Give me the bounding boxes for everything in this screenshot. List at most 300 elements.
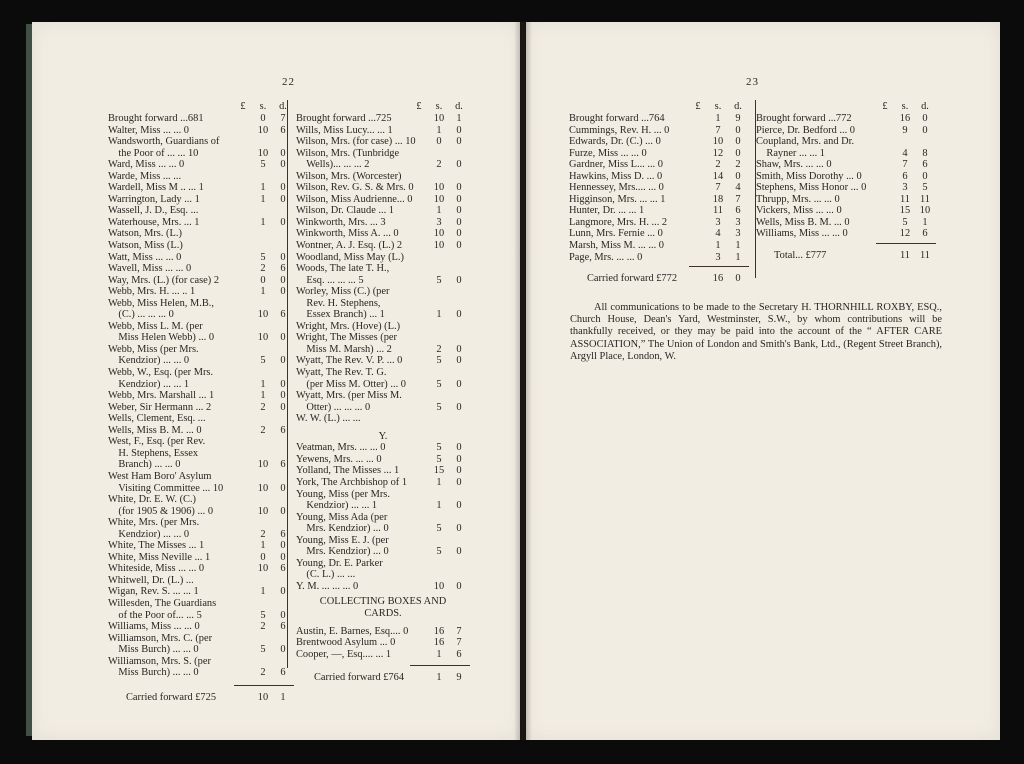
entry-text: Kendzior) ... ... 0: [108, 355, 190, 367]
entry-text: Willesden, The Guardians: [108, 597, 217, 609]
ledger-row: [569, 194, 749, 206]
shillings-value: 0: [260, 113, 266, 124]
shillings-value: 5: [260, 355, 266, 367]
column-divider-right: [755, 100, 756, 278]
pence-value: 0: [280, 159, 286, 171]
shillings-value: 5: [260, 251, 266, 263]
carried-forward-row: [108, 692, 294, 704]
ledger-row: [108, 494, 294, 506]
right-column-2: [756, 101, 936, 262]
pence-value: 6: [280, 309, 286, 321]
pence-value: 1: [735, 251, 741, 263]
left-column-1: [108, 101, 294, 703]
shillings-value: 1: [260, 390, 266, 402]
shillings-value: 5: [260, 159, 266, 171]
ledger-row: [296, 286, 470, 298]
ledger-row: [108, 621, 294, 633]
shillings-value: 5: [436, 546, 442, 558]
entry-text: Weber, Sir Hermann ... 2: [108, 401, 212, 413]
entry-text: Cooper, —, Esq.... ... 1: [296, 648, 392, 660]
pence-value: 0: [456, 205, 462, 217]
pounds-header: £: [416, 101, 422, 112]
ledger-row: [296, 228, 470, 240]
shillings-value: 11: [899, 250, 910, 262]
shillings-value: 7: [715, 124, 721, 136]
entry-text: Higginson, Mrs. ... ... 1: [569, 193, 666, 205]
pence-value: 0: [280, 401, 286, 413]
rule-line: [689, 266, 749, 267]
ledger-row: [108, 252, 294, 264]
total-rule: [296, 662, 470, 668]
shillings-value: 7: [715, 182, 721, 194]
shillings-value: 10: [257, 505, 269, 517]
book-gutter: [514, 22, 532, 740]
entry-text: Williamson, Mrs. C. (per: [108, 632, 213, 644]
pence-value: 0: [456, 546, 462, 558]
shillings-header: s.: [714, 101, 722, 112]
ledger-row: [108, 390, 294, 402]
ledger-row: [108, 286, 294, 298]
ledger-row: [108, 540, 294, 552]
ledger-row: [569, 228, 749, 240]
shillings-value: 5: [436, 274, 442, 286]
pence-value: 0: [735, 147, 741, 159]
entry-text: Williams, Miss ... ... 0: [756, 228, 848, 240]
ledger-row: [756, 194, 936, 206]
entry-text: Walter, Miss ... ... 0: [108, 124, 189, 136]
ledger-row: [108, 148, 294, 160]
shillings-value: 10: [712, 136, 724, 148]
pence-value: 0: [922, 124, 928, 136]
ledger-row: [108, 171, 294, 183]
pence-value: 0: [456, 124, 462, 136]
pence-value: 0: [456, 465, 462, 477]
shillings-value: 16: [433, 637, 445, 649]
ledger-row: [108, 552, 294, 564]
entry-text: Hennessey, Mrs.... ... 0: [569, 182, 664, 194]
entry-text: Page, Mrs. ... ... 0: [569, 251, 643, 263]
entry-text: Ward, Miss ... ... 0: [108, 159, 185, 171]
entry-text: Woods, The late T. H.,: [296, 263, 390, 275]
ledger-row: [108, 136, 294, 148]
shillings-value: 14: [712, 170, 724, 182]
entry-text: Wontner, A. J. Esq. (L.) 2: [296, 240, 403, 252]
section-heading-cards: [296, 608, 470, 620]
pence-value: 0: [456, 159, 462, 171]
ledger-row: [296, 569, 470, 581]
shillings-value: 11: [899, 193, 910, 205]
heading-text: CARDS.: [364, 607, 402, 619]
pence-value: 0: [456, 378, 462, 390]
entry-text: Whiteside, Miss ... ... 0: [108, 563, 205, 575]
ledger-row: [108, 125, 294, 137]
pence-value: 1: [735, 240, 741, 252]
shillings-value: 12: [712, 147, 724, 159]
ledger-row: [296, 649, 470, 661]
pence-value: 0: [280, 609, 286, 621]
shillings-value: 5: [436, 355, 442, 367]
entry-text: Veatman, Mrs. ... ... 0: [296, 442, 386, 454]
shillings-value: 5: [436, 378, 442, 390]
ledger-row: [296, 171, 470, 183]
ledger-row: [296, 355, 470, 367]
pence-value: 0: [280, 378, 286, 390]
shillings-value: 2: [715, 159, 721, 171]
ledger-row: [108, 506, 294, 518]
shillings-value: 10: [257, 563, 269, 575]
pence-value: 7: [280, 113, 286, 124]
entry-text: Brought forward ...725: [296, 113, 392, 124]
shillings-value: 3: [436, 216, 442, 228]
ledger-row: [569, 217, 749, 229]
pence-value: 0: [280, 551, 286, 563]
ledger-row: [296, 252, 470, 264]
shillings-value: 1: [436, 476, 442, 488]
entry-text: Wilson, Mrs. (for case) ... 10: [296, 136, 416, 148]
shillings-value: 1: [436, 648, 442, 660]
entry-text: Rayner ... ... 1: [756, 147, 825, 159]
pence-value: 0: [456, 401, 462, 413]
entry-text: Esq. ... ... ... 5: [296, 274, 364, 286]
ledger-row: [756, 136, 936, 148]
shillings-value: 10: [257, 309, 269, 321]
entry-text: Otter) ... ... ... 0: [296, 401, 371, 413]
entry-text: Wilson, Miss Audrienne... 0: [296, 193, 413, 205]
entry-text: Watson, Mrs. (L.): [108, 228, 182, 240]
ledger-row: [296, 136, 470, 148]
pence-value: 5: [922, 182, 928, 194]
ledger-row: [108, 644, 294, 656]
entry-text: Yewens, Mrs. ... ... 0: [296, 453, 382, 465]
ledger-row: [296, 535, 470, 547]
shillings-value: 10: [433, 240, 445, 252]
shillings-value: 2: [436, 159, 442, 171]
pence-value: 0: [456, 193, 462, 205]
entry-text: Mrs. Kendzior) ... 0: [296, 523, 389, 535]
ledger-row: [296, 626, 470, 638]
ledger-row: [108, 182, 294, 194]
pence-value: 8: [922, 147, 928, 159]
ledger-row: [296, 558, 470, 570]
ledger-row: [296, 182, 470, 194]
ledger-row: [296, 275, 470, 287]
entry-text: Edwards, Dr. (C.) ... 0: [569, 136, 661, 148]
shillings-value: 5: [436, 442, 442, 454]
shillings-value: 1: [436, 672, 442, 684]
ledger-row: [108, 355, 294, 367]
section-heading-y: [296, 431, 470, 443]
entry-text: Brentwood Asylum ... 0: [296, 637, 396, 649]
ledger-row: [108, 159, 294, 171]
pence-value: 0: [456, 580, 462, 592]
pence-value: 0: [280, 332, 286, 344]
ledger-row: [108, 205, 294, 217]
shillings-value: 2: [260, 424, 266, 436]
pence-value: 0: [456, 523, 462, 535]
ledger-row: [108, 471, 294, 483]
entry-text: Smith, Miss Dorothy ... 0: [756, 170, 862, 182]
pence-value: 6: [280, 424, 286, 436]
pence-value: 0: [735, 136, 741, 148]
pence-value: 0: [280, 390, 286, 402]
entry-text: Wells)... ... ... 2: [296, 159, 370, 171]
entry-text: Wyatt, The Rev. T. G.: [296, 367, 387, 379]
ledger-row: [569, 125, 749, 137]
ledger-row: [296, 477, 470, 489]
ledger-row: [569, 148, 749, 160]
ledger-row: [296, 413, 470, 425]
entry-text: the Poor of ... ... 10: [108, 147, 199, 159]
entry-text: Wardell, Miss M .. ... 1: [108, 182, 204, 194]
pence-value: 0: [456, 274, 462, 286]
ledger-row: [296, 298, 470, 310]
entry-text: Webb, Mrs. Marshall ... 1: [108, 390, 215, 402]
ledger-row: [108, 633, 294, 645]
pence-value: 10: [919, 205, 931, 217]
ledger-row: [569, 171, 749, 183]
footer-text: Carried forward £725: [126, 691, 217, 703]
page-number-right: 23: [746, 76, 759, 88]
section-heading-boxes: [296, 596, 470, 608]
entry-text: Brought forward ...772: [756, 113, 852, 124]
ledger-row: [296, 263, 470, 275]
pence-value: 2: [735, 159, 741, 171]
carried-forward-row: [569, 273, 749, 285]
pence-value: 9: [456, 672, 462, 684]
ledger-row: [296, 465, 470, 477]
ledger-row: [108, 610, 294, 622]
entry-text: Warrington, Lady ... 1: [108, 193, 200, 205]
entry-text: Hunter, Dr. ... ... 1: [569, 205, 645, 217]
ledger-row: [756, 159, 936, 171]
ledger-row: [756, 125, 936, 137]
shillings-value: 11: [712, 205, 723, 217]
entry-text: Shaw, Mrs. ... ... 0: [756, 159, 832, 171]
shillings-value: 10: [257, 482, 269, 494]
entry-text: Woodland, Miss May (L.): [296, 251, 404, 263]
shillings-value: 0: [260, 551, 266, 563]
shillings-value: 1: [260, 286, 266, 298]
ledger-row: [108, 459, 294, 471]
entry-text: Webb, Miss L. M. (per: [108, 320, 203, 332]
ledger-row: [296, 546, 470, 558]
shillings-value: 1: [260, 193, 266, 205]
currency-header: [756, 101, 936, 113]
pence-header: d.: [921, 101, 929, 112]
entry-text: Pierce, Dr. Bedford ... 0: [756, 124, 855, 136]
shillings-value: 10: [433, 228, 445, 240]
shillings-value: 5: [260, 644, 266, 656]
entry-text: Essex Branch) ... 1: [296, 309, 385, 321]
ledger-row: [756, 171, 936, 183]
column-divider-left: [287, 100, 288, 668]
ledger-row: [296, 442, 470, 454]
ledger-row: [296, 309, 470, 321]
pence-value: 6: [456, 648, 462, 660]
pence-value: 0: [280, 355, 286, 367]
ledger-row: [569, 252, 749, 264]
entry-text: Way, Mrs. (L.) (for case) 2: [108, 274, 220, 286]
ledger-row: [296, 523, 470, 535]
pence-value: 0: [735, 170, 741, 182]
shillings-value: 5: [260, 609, 266, 621]
pence-value: 0: [280, 482, 286, 494]
shillings-value: 6: [902, 170, 908, 182]
ledger-row: [756, 182, 936, 194]
shillings-value: 4: [715, 228, 721, 240]
total-rule: [569, 263, 749, 269]
entry-text: (C.) ... ... ... 0: [108, 309, 174, 321]
ledger-row: [296, 194, 470, 206]
pence-value: 11: [919, 250, 930, 262]
shillings-value: 10: [433, 193, 445, 205]
entry-text: Wells, Miss B. M. ... 0: [756, 216, 850, 228]
entry-text: White, Dr. E. W. (C.): [108, 494, 197, 506]
ledger-row: [569, 205, 749, 217]
entry-text: Miss M. Marsh) ... 2: [296, 343, 392, 355]
pence-value: 6: [735, 205, 741, 217]
entry-text: Williams, Miss ... ... 0: [108, 621, 200, 633]
shillings-value: 10: [257, 691, 269, 703]
ledger-row: [108, 448, 294, 460]
right-column-1: [569, 101, 749, 285]
shillings-header: s.: [259, 101, 267, 112]
total-rule: [108, 682, 294, 688]
pence-value: 6: [280, 563, 286, 575]
entry-text: (C. L.) ... ...: [296, 569, 356, 581]
entry-text: Miss Burch) ... ... 0: [108, 644, 199, 656]
shillings-value: 5: [436, 523, 442, 535]
ledger-row: [108, 113, 294, 125]
entry-text: Rev. H. Stephens,: [296, 297, 381, 309]
entry-text: Gardner, Miss L... ... 0: [569, 159, 663, 171]
ledger-row: [108, 425, 294, 437]
pence-value: 0: [456, 476, 462, 488]
shillings-value: 10: [257, 459, 269, 471]
pence-value: 0: [735, 273, 741, 285]
entry-text: Watson, Miss (L.): [108, 240, 183, 252]
entry-text: Coupland, Mrs. and Dr.: [756, 136, 855, 148]
entry-text: Yolland, The Misses ... 1: [296, 465, 400, 477]
entry-text: Wilson, Dr. Claude ... 1: [296, 205, 394, 217]
pence-value: 0: [456, 442, 462, 454]
entry-text: (for 1905 & 1906) ... 0: [108, 505, 214, 517]
ledger-row: [296, 344, 470, 356]
entry-text: Watt, Miss ... ... 0: [108, 251, 182, 263]
entry-text: Stephens, Miss Honor ... 0: [756, 182, 867, 194]
entry-text: Young, Miss Ada (per: [296, 511, 388, 523]
entry-text: Kendzior) ... ... 0: [108, 528, 190, 540]
shillings-value: 1: [260, 182, 266, 194]
ledger-row: [756, 228, 936, 240]
ledger-row: [108, 379, 294, 391]
entry-text: Brought forward ...764: [569, 113, 665, 124]
shillings-header: s.: [901, 101, 909, 112]
ledger-row: [296, 489, 470, 501]
entry-text: White, The Misses ... 1: [108, 540, 205, 552]
currency-header: [569, 101, 749, 113]
currency-header: [296, 101, 470, 113]
ledger-row: [296, 367, 470, 379]
entry-text: Thrupp, Mrs. ... ... 0: [756, 193, 840, 205]
entry-text: Cummings, Rev. H. ... 0: [569, 124, 670, 136]
carried-forward-row: [296, 672, 470, 684]
entry-text: Young, Miss E. J. (per: [296, 534, 389, 546]
entry-text: Wright, Mrs. (Hove) (L.): [296, 320, 401, 332]
entry-text: Kendzior) ... ... 1: [296, 500, 378, 512]
ledger-row: [296, 205, 470, 217]
ledger-row: [296, 581, 470, 593]
entry-text: Wells, Miss B. M. ... 0: [108, 424, 202, 436]
pence-value: 0: [280, 182, 286, 194]
ledger-row: [296, 637, 470, 649]
pence-value: 0: [280, 644, 286, 656]
pence-value: 0: [456, 136, 462, 148]
pence-value: 1: [922, 216, 928, 228]
entry-text: Webb, Miss Helen, M.B.,: [108, 297, 214, 309]
pence-header: d.: [455, 101, 463, 112]
ledger-row: [569, 159, 749, 171]
pence-value: 0: [456, 182, 462, 194]
pence-value: 0: [456, 343, 462, 355]
ledger-row: [108, 321, 294, 333]
ledger-row: [108, 563, 294, 575]
pence-value: 0: [280, 216, 286, 228]
ledger-row: [108, 367, 294, 379]
shillings-value: 1: [260, 378, 266, 390]
pence-value: 6: [922, 228, 928, 240]
pence-value: 0: [280, 251, 286, 263]
entry-text: Winkworth, Mrs. ... 3: [296, 216, 386, 228]
ledger-row: [108, 656, 294, 668]
entry-text: Hawkins, Miss D. ... 0: [569, 170, 663, 182]
shillings-value: 2: [260, 621, 266, 633]
entry-text: Young, Miss (per Mrs.: [296, 488, 390, 500]
entry-text: Lunn, Mrs. Fernie ... 0: [569, 228, 663, 240]
ledger-row: [296, 113, 470, 125]
shillings-value: 0: [260, 274, 266, 286]
entry-text: Wigan, Rev. S. ... ... 1: [108, 586, 199, 598]
pence-value: 3: [735, 216, 741, 228]
entry-text: Wilson, Mrs. (Worcester): [296, 170, 402, 182]
pence-value: 0: [456, 355, 462, 367]
entry-text: Brought forward ...681: [108, 113, 204, 124]
ledger-row: [756, 113, 936, 125]
entry-text: White, Miss Neville ... 1: [108, 551, 211, 563]
pence-value: 7: [735, 193, 741, 205]
shillings-value: 3: [715, 251, 721, 263]
pence-value: 4: [735, 182, 741, 194]
shillings-value: 9: [902, 124, 908, 136]
entry-text: Miss Helen Webb) ... 0: [108, 332, 215, 344]
entry-text: Williamson, Mrs. S. (per: [108, 655, 211, 667]
entry-text: Warde, Miss ... ...: [108, 170, 182, 182]
shillings-value: 5: [436, 401, 442, 413]
entry-text: Wilson, Mrs. (Tunbridge: [296, 147, 400, 159]
pence-value: 0: [280, 540, 286, 552]
entry-text: Kendzior) ... ... 1: [108, 378, 190, 390]
ledger-row: [296, 500, 470, 512]
shillings-value: 5: [902, 216, 908, 228]
pence-value: 9: [735, 113, 741, 124]
ledger-row: [569, 136, 749, 148]
shillings-value: 3: [715, 216, 721, 228]
rule-line: [876, 243, 936, 244]
pence-header: d.: [734, 101, 742, 112]
ledger-row: [108, 575, 294, 587]
entry-text: West Ham Boro' Asylum: [108, 470, 212, 482]
ledger-row: [296, 332, 470, 344]
